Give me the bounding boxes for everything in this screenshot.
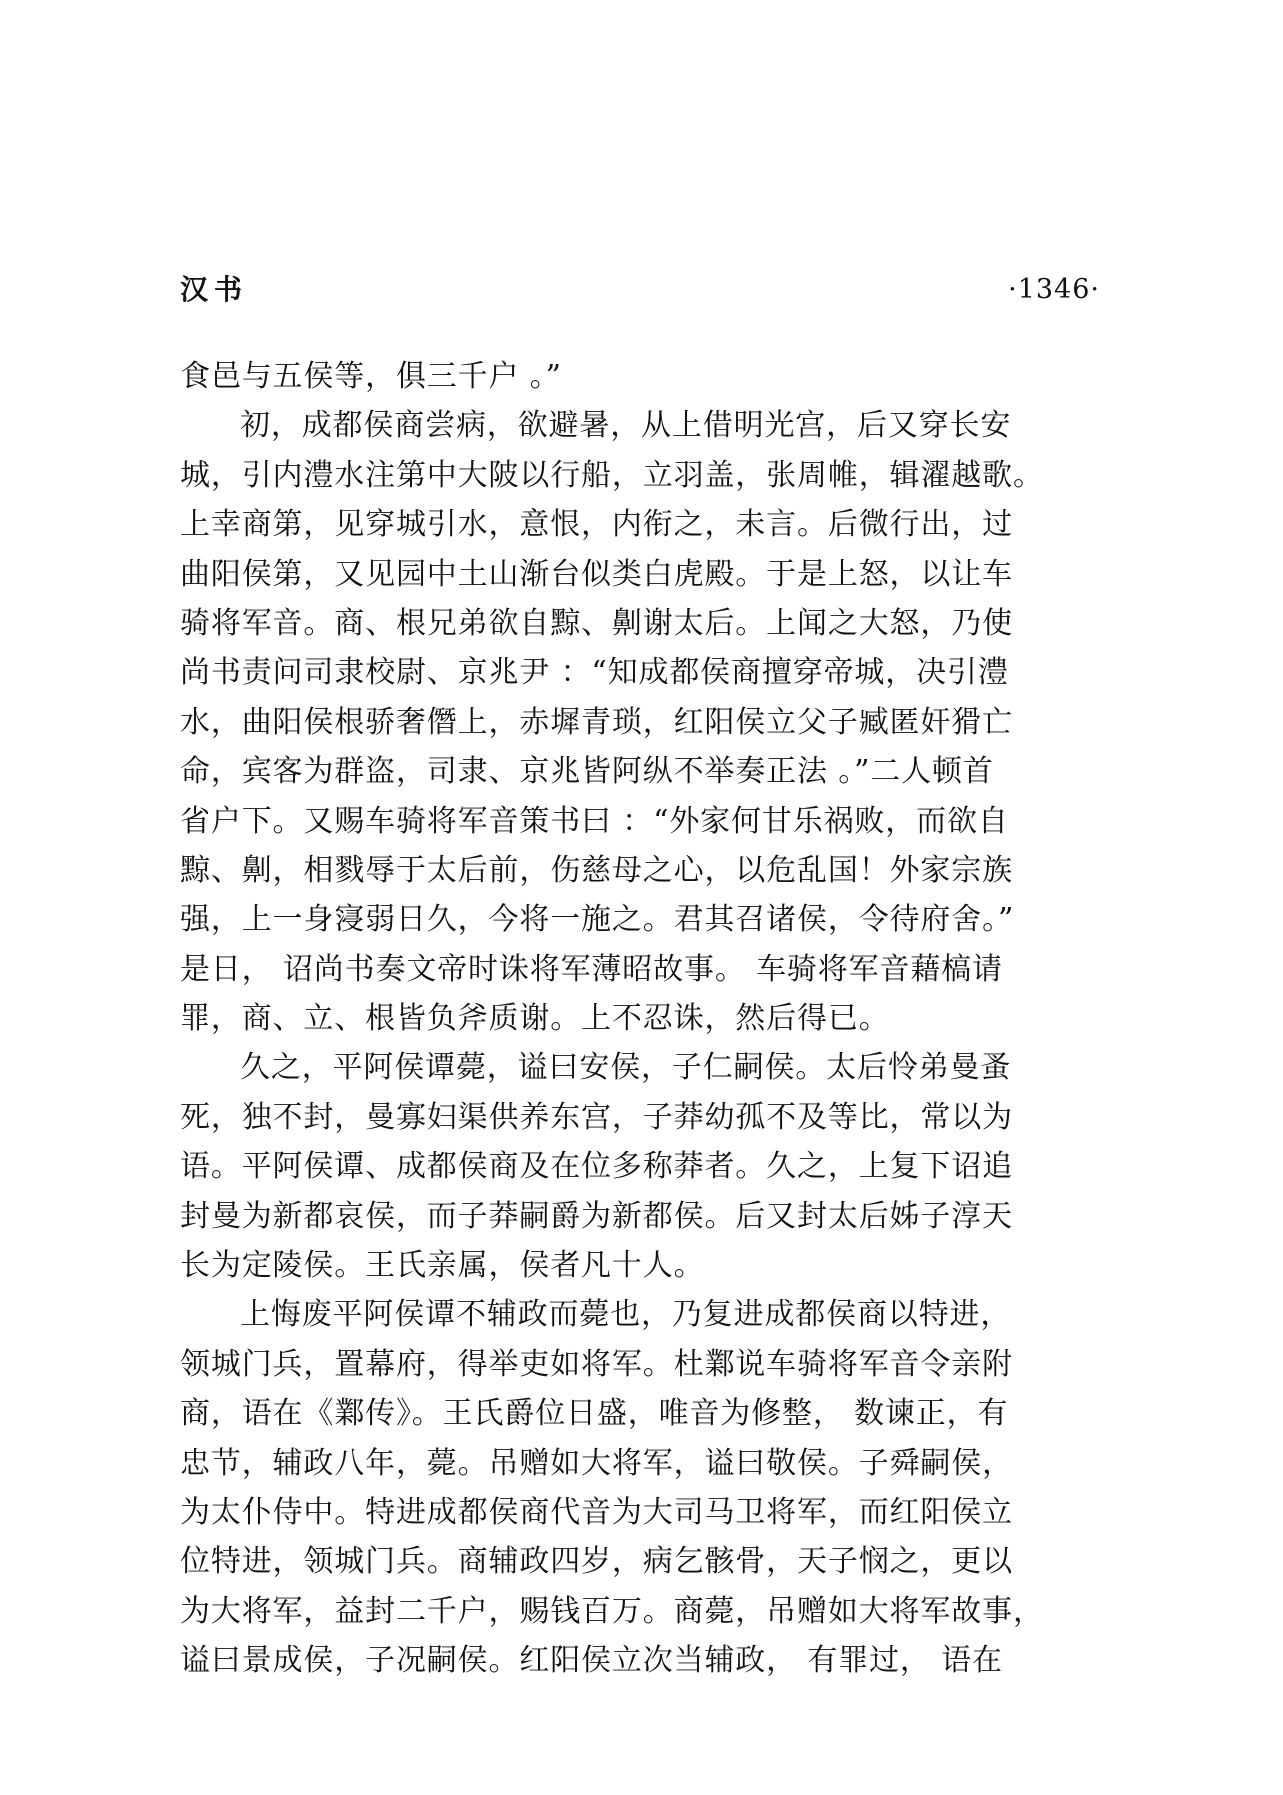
page-number: ·1346· xyxy=(1008,274,1100,305)
text-line: 死，独不封，曼寡妇渠供养东宫，子莽幼孤不及等比，常以为 xyxy=(180,1099,1013,1135)
text-line: 水，曲阳侯根骄奢僭上，赤墀青琐，红阳侯立父子臧匿奸猾亡 xyxy=(180,704,1013,740)
text-line: 长为定陵侯。王氏亲属，侯者凡十人。 xyxy=(180,1248,705,1284)
text-line: 尚书责问司隶校尉、京兆尹 ：“知成都侯商擅穿帝城，决引澧 xyxy=(180,655,1009,691)
book-title: 汉书 xyxy=(180,273,249,306)
text-line: 骑将军音。商、根兄弟欲自黥、劓谢太后。上闻之大怒，乃使 xyxy=(180,605,1013,641)
text-line: 上悔废平阿侯谭不辅政而薨也，乃复进成都侯商以特进， xyxy=(240,1297,1012,1333)
text-line: 上幸商第，见穿城引水，意恨，内衔之，未言。后微行出，过 xyxy=(180,507,1013,543)
text-line: 食邑与五侯等，俱三千户 。” xyxy=(180,359,562,394)
text-line: 命，宾客为群盗，司隶、京兆皆阿纵不举奏正法 。”二人顿首 xyxy=(180,754,994,790)
text-line: 忠节，辅政八年，薨。吊赠如大将军，谥曰敬侯。子舜嗣侯， xyxy=(180,1445,1013,1481)
text-line: 领城门兵，置幕府，得举吏如将军。杜鄴说车骑将军音令亲附 xyxy=(180,1346,1013,1382)
text-line: 谥曰景成侯，子况嗣侯。红阳侯立次当辅政， 有罪过， 语在 xyxy=(180,1643,1003,1679)
text-line: 黥、劓，相戮辱于太后前，伤慈母之心，以危乱国！外家宗族 xyxy=(180,852,1013,888)
text-line: 罪，商、立、根皆负斧质谢。上不忍诛，然后得已。 xyxy=(180,1001,890,1037)
text-line: 为太仆侍中。特进成都侯商代音为大司马卫将军，而红阳侯立 xyxy=(180,1494,1013,1530)
text-line: 语。平阿侯谭、成都侯商及在位多称莽者。久之，上复下诏追 xyxy=(180,1149,1013,1185)
text-line: 位特进，领城门兵。商辅政四岁，病乞骸骨，天子悯之，更以 xyxy=(180,1544,1013,1580)
text-line: 初，成都侯商尝病，欲避暑，从上借明光宫，后又穿长安 xyxy=(240,408,1012,444)
text-line: 曲阳侯第，又见园中土山渐台似类白虎殿。于是上怒，以让车 xyxy=(180,556,1013,592)
text-line: 为大将军，益封二千户，赐钱百万。商薨，吊赠如大将军故事， xyxy=(180,1593,1044,1629)
text-line: 是日， 诏尚书奏文帝时诛将军薄昭故事。 车骑将军音藉槁请 xyxy=(180,951,1003,987)
page-header xyxy=(180,270,1100,310)
body-text xyxy=(180,352,1085,1686)
text-line: 城，引内澧水注第中大陂以行船，立羽盖，张周帷，辑濯越歌。 xyxy=(180,457,1044,493)
text-line: 久之，平阿侯谭薨，谥曰安侯，子仁嗣侯。太后怜弟曼蚤 xyxy=(240,1050,1012,1086)
text-line: 封曼为新都哀侯，而子莽嗣爵为新都侯。后又封太后姊子淳天 xyxy=(180,1198,1013,1234)
text-line: 强，上一身寖弱日久，今将一施之。君其召诸侯，令待府舍。” xyxy=(180,902,1015,938)
text-line: 省户下。又赐车骑将军音策书曰 ：“外家何甘乐祸败，而欲自 xyxy=(180,803,1009,839)
text-line: 商，语在《鄴传》。王氏爵位日盛，唯音为修整， 数谏正，有 xyxy=(180,1396,1009,1432)
